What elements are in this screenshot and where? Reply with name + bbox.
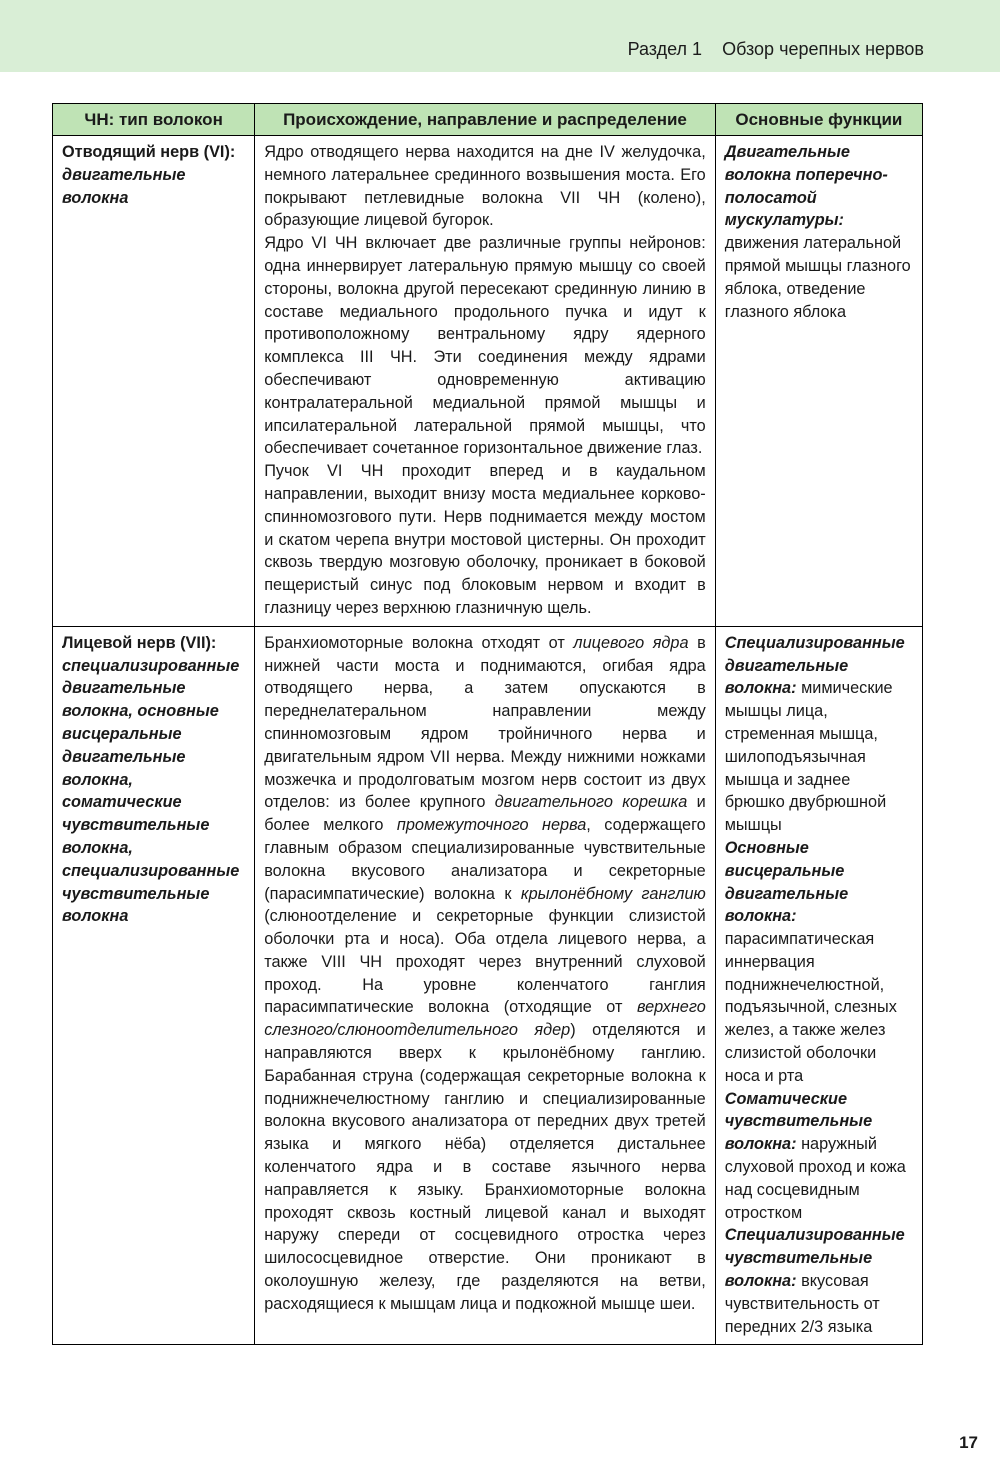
table-row-facial: [53, 626, 923, 1345]
function-entry: [725, 141, 913, 323]
nerve-cell: [53, 136, 255, 627]
description-term: промежуточного нерва: [396, 816, 587, 835]
column-header-functions: Основные функции: [715, 104, 922, 136]
nerve-fiber-type: специализированные двигательные волокна, основные висцеральные двигательные волокна, соматические чувствительные волокна, специализированные чувствительные волокна: [62, 656, 240, 926]
description-paragraph: [264, 632, 706, 1316]
function-text: вкусовая чувствительность от передних 2/3 языка: [724, 1272, 880, 1336]
function-text: мимические мышцы лица, стременная мышца, шилоподъязычная мышца и заднее брюшко двубрюшной мышцы: [724, 679, 893, 835]
description-text: и более мелкого: [264, 793, 706, 835]
function-text: парасимпатическая иннервация поднижнечелюстной, подъязычной, слезных желез, а также желез слизистой оболочки носа и рта: [724, 930, 897, 1085]
column-header-nerve: ЧН: тип волокон: [53, 104, 255, 136]
table-header-row: [53, 104, 923, 136]
function-label: Специализированные чувствительные волокна:: [724, 1226, 905, 1291]
description-text: (слюноотделение и секреторные функции слизистой оболочки рта и носа). Оба отдела лицевого нерва, а также VIII ЧН проходят через внутренний слуховой проход. На уровне коленчатого ганглия парасимпатические волокна (отходящие от: [264, 907, 706, 1017]
description-cell: [255, 136, 716, 627]
nerve-name: Отводящий нерв (VI):: [62, 143, 236, 161]
description-paragraph: Ядро VI ЧН включает две различные группы нейронов: одна иннервирует латеральную прямую мышцу со своей стороны, волокна другой пересекают срединную линию в составе медиального продольного пучка и идут к противоположному вентральному ядру ядерного комплекса III ЧН. Эти соединения между ядрами обеспечивают одновременную активацию контралатеральной медиальной прямой мышцы и ипсилатеральной латеральной прямой мышцы, что обеспечивает сочетанное горизонтальное движение глаз.: [264, 234, 706, 458]
cranial-nerves-table: [52, 103, 923, 1345]
function-entry: [725, 1088, 913, 1225]
description-text: ) отделяются и направляются вверх к крылонёбному ганглию. Барабанная струна (содержащая секреторные волокна к поднижнечелюстному ганглию и специализированные волокна вкусового анализатора от передних двух третей языка и мягкого нёба) отделяется дистальнее коленчатого ядра и в составе язычного нерва направляется к языку. Бранхиомоторные волокна проходят сквозь костный лицевой канал и выходят наружу спереди от сосцевидного отростка через шилососцевидное отверстие. Они проникают в околоушную железу, где разделяются на ветви, расходящиеся к мышцам лица и подкожной мышце шеи.: [264, 1021, 706, 1313]
function-label: Основные висцеральные двигательные волокна:: [724, 838, 849, 926]
function-label: Специализированные двигательные волокна:: [724, 633, 905, 698]
function-entry: [725, 837, 913, 1088]
description-term: крылонёбному ганглию: [520, 884, 706, 903]
function-label: Соматические чувствительные волокна:: [724, 1089, 873, 1154]
description-term: двигательного корешка: [494, 793, 688, 812]
function-text: наружный слуховой проход и кожа над сосцевидным отростком: [724, 1135, 906, 1222]
header-band: [0, 0, 1000, 72]
table-row-abducens: [53, 136, 923, 627]
description-paragraph: Ядро отводящего нерва находится на дне IV желудочка, немного латеральнее срединного возвышения моста. Его покрывают петлевидные волокна VII ЧН (колено), образующие лицевой бугорок.: [264, 143, 706, 230]
section-title: Обзор черепных нервов: [722, 39, 924, 59]
functions-cell: [715, 626, 922, 1345]
function-text: движения латеральной прямой мышцы глазного яблока, отведение глазного яблока: [724, 234, 911, 321]
function-entry: [725, 1224, 913, 1338]
description-cell: [255, 626, 716, 1345]
functions-cell: [715, 136, 922, 627]
description-term: верхнего слезного/слюноотделительного ядер: [264, 998, 706, 1040]
page-number: 17: [959, 1433, 978, 1452]
running-header: [628, 39, 924, 60]
function-entry: [725, 632, 913, 837]
nerve-cell: [53, 626, 255, 1345]
nerve-name: Лицевой нерв (VII):: [62, 633, 217, 652]
description-paragraph: Пучок VI ЧН проходит вперед и в каудальном направлении, выходит внизу моста медиальнее корково-спинномозгового пути. Нерв поднимается между мостом и скатом черепа внутри мостовой цистерны. Он проходит сквозь твердую мозговую оболочку, проникает в боковой пещеристый синус под блоковым нервом и входит в глазницу через верхнюю глазничную щель.: [264, 462, 706, 617]
description-text: Бранхиомоторные волокна отходят от: [264, 633, 565, 652]
nerve-fiber-type: двигательные волокна: [62, 165, 186, 207]
column-header-description: Происхождение, направление и распределение: [255, 104, 716, 136]
function-label: Двигательные волокна поперечно-полосатой мускулатуры:: [724, 143, 888, 230]
description-term: лицевого ядра: [573, 633, 689, 652]
description-text: , содержащего главным образом специализированные чувствительные волокна вкусового анализатора и секреторные (парасимпатические) волокна к: [264, 816, 706, 903]
description-text: в нижней части моста и поднимаются, огибая ядра отводящего нерва, а затем опускаются в переднелатеральном направлении между спинномозговым ядром тройничного нерва и двигательным ядром VII нерва. Между нижними ножками мозжечка и продолговатым мозгом нерв состоит из двух отделов: из более крупного: [264, 633, 706, 812]
section-label: Раздел 1: [627, 39, 703, 59]
